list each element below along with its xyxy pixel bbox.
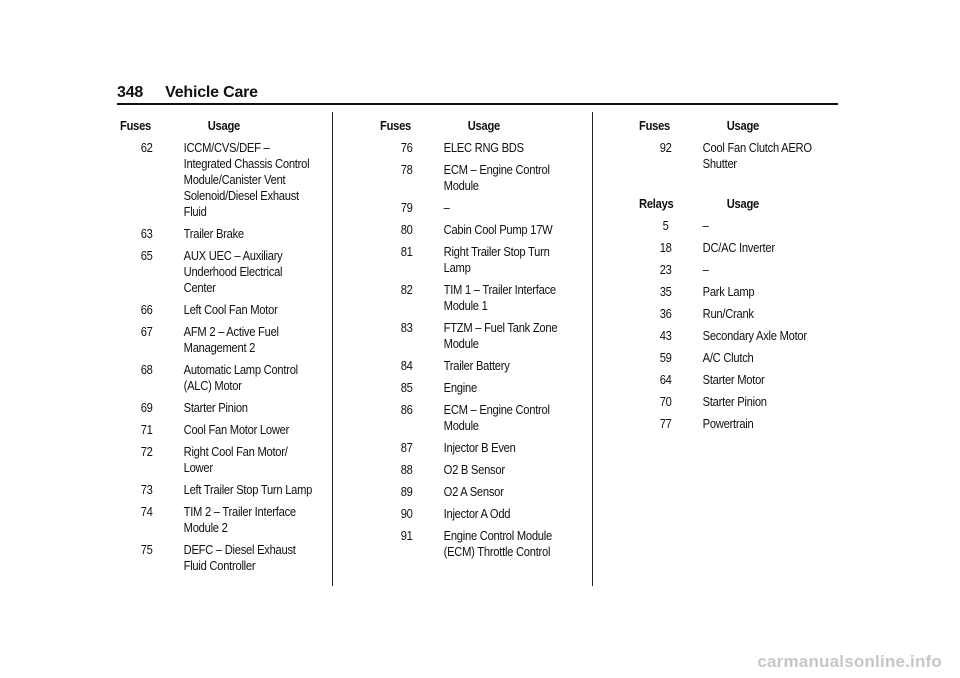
table-row (380, 162, 583, 194)
fuse-number: 82 (400, 282, 413, 297)
fuse-number: 89 (400, 484, 413, 499)
table-row (380, 440, 583, 456)
fuse-number: 76 (400, 140, 413, 155)
fuse-usage: ECM – Engine Control Module (443, 402, 550, 433)
fuse-usage: Cool Fan Motor Lower (183, 422, 290, 437)
header-rule (117, 103, 838, 105)
table-row (120, 302, 323, 318)
section-title: Vehicle Care (165, 84, 258, 101)
table-row (380, 282, 583, 314)
fuse-number: 71 (140, 422, 153, 437)
fuse-usage: DC/AC Inverter (702, 240, 775, 255)
fuse-usage: Cabin Cool Pump 17W (443, 222, 553, 237)
fuse-usage: Injector A Odd (443, 506, 511, 521)
table-row (120, 226, 323, 242)
fuse-number: 74 (140, 504, 153, 519)
table-row (380, 528, 583, 560)
table-row (380, 320, 583, 352)
table-row (120, 444, 323, 476)
fuse-usage: A/C Clutch (702, 350, 754, 365)
table-row (120, 482, 323, 498)
table-row (120, 140, 323, 220)
table-row (380, 402, 583, 434)
fuse-number: 62 (140, 140, 153, 155)
table-header (639, 118, 842, 134)
table-row (380, 222, 583, 238)
table-row (380, 140, 583, 156)
fuse-usage: Engine (443, 380, 477, 395)
fuse-number: 65 (140, 248, 153, 263)
table-row (120, 362, 323, 394)
fuse-usage: ECM – Engine Control Module (443, 162, 550, 193)
fuse-usage: – (443, 200, 450, 215)
column-heading-number: Fuses (380, 118, 412, 133)
table-row (120, 248, 323, 296)
fuse-number: 79 (400, 200, 413, 215)
fuse-number: 85 (400, 380, 413, 395)
table-row (120, 504, 323, 536)
fuse-usage: Starter Pinion (183, 400, 248, 415)
fuse-number: 36 (659, 306, 672, 321)
fuse-usage: AFM 2 – Active Fuel Management 2 (183, 324, 279, 355)
table-row (639, 218, 842, 234)
page-header (117, 84, 258, 102)
column-heading-usage: Usage (207, 118, 240, 133)
table-header (380, 118, 583, 134)
fuse-usage: ELEC RNG BDS (443, 140, 524, 155)
fuse-number: 75 (140, 542, 153, 557)
fuse-number: 67 (140, 324, 153, 339)
fuse-usage: O2 A Sensor (443, 484, 504, 499)
fuse-number: 78 (400, 162, 413, 177)
fuse-usage: Cool Fan Clutch AERO Shutter (702, 140, 812, 171)
fuse-number: 84 (400, 358, 413, 373)
table-row (639, 284, 842, 300)
fuse-number: 64 (659, 372, 672, 387)
fuse-number: 18 (659, 240, 672, 255)
fuse-usage: Right Trailer Stop Turn Lamp (443, 244, 550, 275)
fuse-usage: Injector B Even (443, 440, 516, 455)
fuse-usage: Engine Control Module (ECM) Throttle Control (443, 528, 552, 559)
column-heading-number: Relays (639, 196, 674, 211)
table-row (120, 542, 323, 574)
fuse-usage: Starter Pinion (702, 394, 767, 409)
fuse-number: 83 (400, 320, 413, 335)
table-row (380, 506, 583, 522)
column-heading-usage: Usage (467, 118, 500, 133)
fuse-number: 88 (400, 462, 413, 477)
table-row (639, 328, 842, 344)
table-row (120, 324, 323, 356)
table-row (120, 400, 323, 416)
table-row (639, 416, 842, 432)
fuse-table-column-2 (380, 118, 583, 566)
section-gap (639, 178, 842, 196)
fuse-usage: TIM 1 – Trailer Interface Module 1 (443, 282, 556, 313)
fuse-number: 90 (400, 506, 413, 521)
fuse-usage: Left Cool Fan Motor (183, 302, 278, 317)
column-heading-usage: Usage (726, 118, 759, 133)
table-row (639, 372, 842, 388)
fuse-number: 63 (140, 226, 153, 241)
fuse-usage: TIM 2 – Trailer Interface Module 2 (183, 504, 296, 535)
fuse-number: 92 (659, 140, 672, 155)
fuse-usage: Automatic Lamp Control (ALC) Motor (183, 362, 298, 393)
fuse-usage: Park Lamp (702, 284, 755, 299)
fuse-usage: O2 B Sensor (443, 462, 505, 477)
fuse-table-column-1 (120, 118, 323, 580)
fuse-usage: DEFC – Diesel Exhaust Fluid Controller (183, 542, 296, 573)
fuse-usage: Trailer Brake (183, 226, 244, 241)
table-row (639, 350, 842, 366)
fuse-number: 77 (659, 416, 672, 431)
table-header (120, 118, 323, 134)
fuse-number: 68 (140, 362, 153, 377)
fuse-number: 87 (400, 440, 413, 455)
table-row (380, 462, 583, 478)
fuse-number: 23 (659, 262, 672, 277)
fuse-number: 70 (659, 394, 672, 409)
fuse-number: 59 (659, 350, 672, 365)
fuse-usage: Powertrain (702, 416, 754, 431)
fuse-number: 91 (400, 528, 413, 543)
table-row (639, 306, 842, 322)
fuse-table-column-3 (639, 118, 842, 438)
watermark: carmanualsonline.info (757, 652, 942, 671)
column-divider-2 (592, 112, 593, 586)
fuse-number: 72 (140, 444, 153, 459)
fuse-number: 81 (400, 244, 413, 259)
fuse-number: 69 (140, 400, 153, 415)
table-row (639, 240, 842, 256)
fuse-usage: Run/Crank (702, 306, 754, 321)
column-heading-number: Fuses (120, 118, 152, 133)
table-row (120, 422, 323, 438)
table-row (639, 394, 842, 410)
table-row (380, 380, 583, 396)
fuse-number: 35 (659, 284, 672, 299)
fuse-usage: – (702, 262, 709, 277)
page-number: 348 (117, 84, 144, 101)
fuse-usage: Trailer Battery (443, 358, 510, 373)
table-row (639, 140, 842, 172)
fuse-usage: AUX UEC – Auxiliary Underhood Electrical Center (183, 248, 283, 295)
fuse-usage: ICCM/CVS/DEF – Integrated Chassis Control Module/Canister Vent Solenoid/Diesel Exhaust Fluid (183, 140, 310, 219)
fuse-usage: FTZM – Fuel Tank Zone Module (443, 320, 558, 351)
table-header (639, 196, 842, 212)
table-row (380, 200, 583, 216)
table-row (380, 244, 583, 276)
fuse-usage: Left Trailer Stop Turn Lamp (183, 482, 313, 497)
table-row (639, 262, 842, 278)
fuse-usage: Secondary Axle Motor (702, 328, 807, 343)
fuse-number: 80 (400, 222, 413, 237)
fuse-usage: Right Cool Fan Motor/ Lower (183, 444, 288, 475)
fuse-usage: – (702, 218, 709, 233)
fuse-number: 66 (140, 302, 153, 317)
column-divider-1 (332, 112, 333, 586)
table-row (380, 358, 583, 374)
fuse-number: 86 (400, 402, 413, 417)
column-heading-number: Fuses (639, 118, 671, 133)
fuse-usage: Starter Motor (702, 372, 765, 387)
column-heading-usage: Usage (726, 196, 759, 211)
table-row (380, 484, 583, 500)
fuse-number: 73 (140, 482, 153, 497)
fuse-number: 43 (659, 328, 672, 343)
fuse-number: 5 (662, 218, 669, 233)
